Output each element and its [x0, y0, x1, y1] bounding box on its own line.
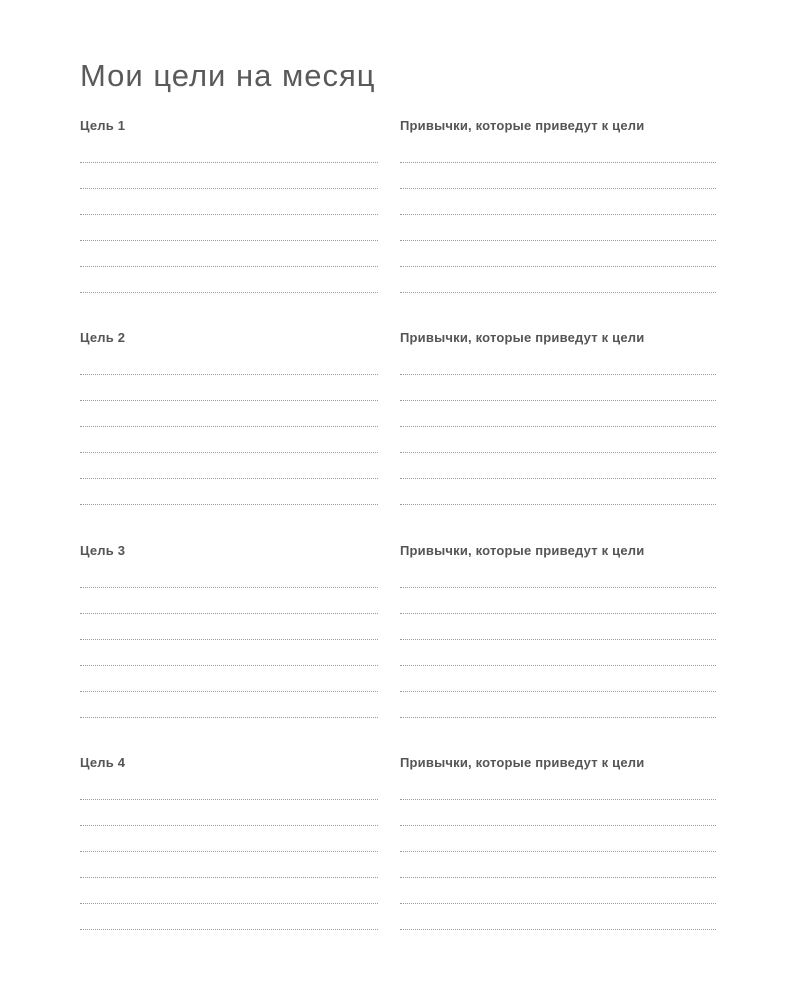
writing-line[interactable] — [400, 401, 716, 427]
writing-line[interactable] — [80, 666, 378, 692]
writing-line[interactable] — [80, 800, 378, 826]
goal-section-1 — [80, 117, 716, 297]
writing-line[interactable] — [80, 427, 378, 453]
habits-column — [400, 542, 716, 560]
writing-line[interactable] — [80, 588, 378, 614]
writing-line[interactable] — [400, 904, 716, 930]
writing-line[interactable] — [400, 241, 716, 267]
writing-line[interactable] — [80, 137, 378, 163]
writing-line[interactable] — [400, 215, 716, 241]
goal-column — [80, 329, 378, 347]
writing-line[interactable] — [80, 878, 378, 904]
goal-section-4 — [80, 754, 716, 934]
goal-section-2 — [80, 329, 716, 509]
goal-writing-lines — [80, 349, 378, 505]
writing-line[interactable] — [80, 904, 378, 930]
goal-section-3 — [80, 542, 716, 722]
habits-label: Привычки, которые приведут к цели — [400, 543, 645, 558]
writing-line[interactable] — [400, 137, 716, 163]
writing-line[interactable] — [80, 267, 378, 293]
habits-column — [400, 329, 716, 347]
goal-label: Цель 1 — [80, 118, 126, 133]
goal-label: Цель 4 — [80, 755, 126, 770]
goal-label: Цель 2 — [80, 330, 126, 345]
writing-line[interactable] — [80, 614, 378, 640]
writing-line[interactable] — [400, 453, 716, 479]
writing-line[interactable] — [400, 375, 716, 401]
habits-writing-lines — [400, 562, 716, 718]
goal-column — [80, 117, 378, 135]
goal-writing-lines — [80, 562, 378, 718]
writing-line[interactable] — [400, 349, 716, 375]
writing-line[interactable] — [400, 163, 716, 189]
writing-line[interactable] — [80, 774, 378, 800]
writing-line[interactable] — [400, 774, 716, 800]
writing-line[interactable] — [80, 163, 378, 189]
writing-line[interactable] — [80, 640, 378, 666]
writing-line[interactable] — [400, 189, 716, 215]
writing-line[interactable] — [400, 267, 716, 293]
writing-line[interactable] — [400, 800, 716, 826]
writing-line[interactable] — [400, 614, 716, 640]
habits-label: Привычки, которые приведут к цели — [400, 330, 645, 345]
writing-line[interactable] — [80, 215, 378, 241]
goal-label: Цель 3 — [80, 543, 126, 558]
writing-line[interactable] — [80, 692, 378, 718]
writing-line[interactable] — [400, 588, 716, 614]
writing-line[interactable] — [400, 878, 716, 904]
habits-column — [400, 117, 716, 135]
habits-label: Привычки, которые приведут к цели — [400, 755, 645, 770]
writing-line[interactable] — [400, 562, 716, 588]
habits-label: Привычки, которые приведут к цели — [400, 118, 645, 133]
habits-writing-lines — [400, 349, 716, 505]
goal-writing-lines — [80, 774, 378, 930]
writing-line[interactable] — [80, 375, 378, 401]
writing-line[interactable] — [400, 852, 716, 878]
goal-column — [80, 542, 378, 560]
writing-line[interactable] — [80, 826, 378, 852]
habits-column — [400, 754, 716, 772]
writing-line[interactable] — [80, 401, 378, 427]
writing-line[interactable] — [400, 427, 716, 453]
goal-writing-lines — [80, 137, 378, 293]
writing-line[interactable] — [80, 852, 378, 878]
writing-line[interactable] — [80, 453, 378, 479]
writing-line[interactable] — [80, 189, 378, 215]
writing-line[interactable] — [400, 479, 716, 505]
goal-column — [80, 754, 378, 772]
habits-writing-lines — [400, 137, 716, 293]
writing-line[interactable] — [80, 349, 378, 375]
writing-line[interactable] — [400, 692, 716, 718]
writing-line[interactable] — [80, 241, 378, 267]
writing-line[interactable] — [80, 479, 378, 505]
writing-line[interactable] — [80, 562, 378, 588]
page-title: Мои цели на месяц — [80, 58, 376, 93]
writing-line[interactable] — [400, 640, 716, 666]
writing-line[interactable] — [400, 826, 716, 852]
writing-line[interactable] — [400, 666, 716, 692]
habits-writing-lines — [400, 774, 716, 930]
